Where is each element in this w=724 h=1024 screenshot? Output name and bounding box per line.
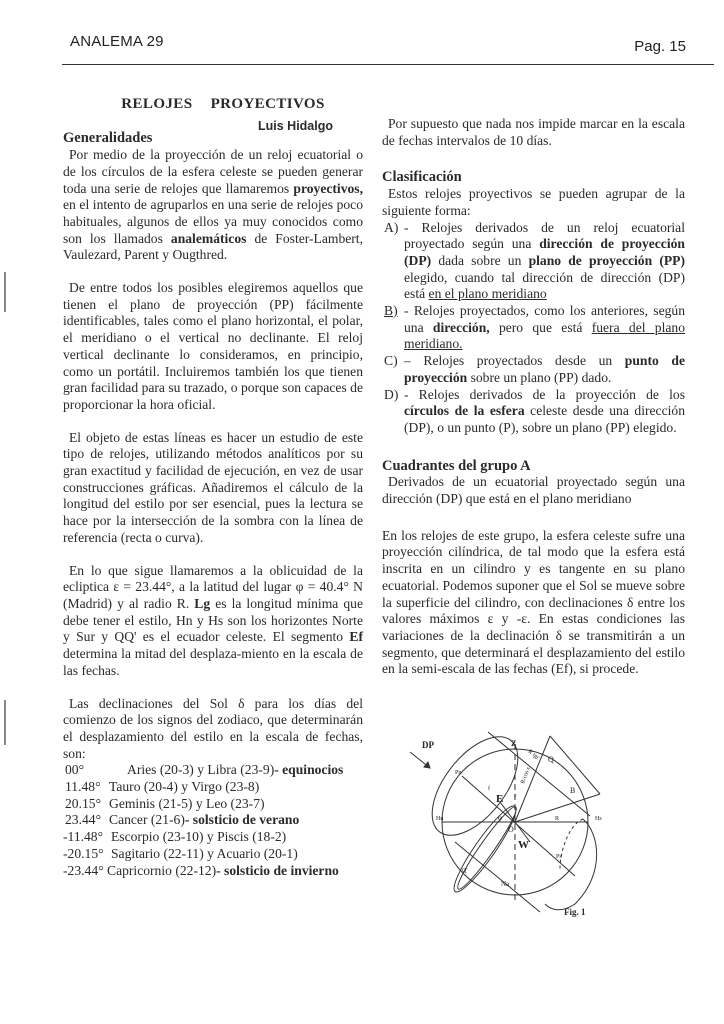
section-heading-clasificacion: Clasificación [382, 169, 462, 186]
declination-note: - equinocios [274, 762, 344, 778]
item-label: B) [384, 303, 398, 319]
bold-term: proyectivos, [293, 180, 363, 196]
declination-signs: Escorpio (23-10) y Piscis (18-2) [111, 829, 287, 845]
article-author: Luis Hidalgo [258, 118, 333, 133]
section-heading-grupo-a: Cuadrantes del grupo A [382, 457, 531, 474]
label-e: E [496, 793, 504, 805]
label-phi: φ [498, 814, 503, 822]
declination-value: -23.44° [63, 862, 104, 878]
declination-note: - solsticio de invierno [216, 862, 339, 878]
label-r-cos-eps: R/cos ε [520, 766, 532, 785]
margin-mark [4, 272, 6, 312]
text: - Relojes proyectados, como los anteriores, según una [404, 303, 685, 335]
cylinder-end-ellipse [545, 819, 597, 910]
item-label: A) [384, 219, 399, 235]
margin-mark [4, 700, 6, 745]
declination-note: - solsticio de verano [184, 812, 300, 828]
declination-row [63, 762, 363, 779]
figure-projection-diagram [400, 724, 630, 924]
label-eps: ε [514, 793, 517, 799]
classification-item-d [382, 387, 685, 437]
underlined-term: fuera del plano meridiano. [404, 319, 685, 352]
declination-signs: Cancer (21-6) [109, 812, 185, 828]
declination-row [63, 846, 363, 863]
declination-row [63, 863, 363, 880]
paragraph [63, 147, 363, 264]
paragraph [63, 563, 363, 680]
text: Por medio de la proyección de un reloj ecuatorial o de los círculos de la esfera celeste se pueden generar toda una serie de relojes que llamaremos [63, 147, 363, 196]
declination-value: 20.15° [65, 795, 102, 811]
bold-term: círculos de la esfera [404, 403, 525, 419]
label-na: Na [501, 880, 510, 888]
declination-signs: Tauro (20-4) y Virgo (23-8) [109, 779, 260, 795]
label-b: B [570, 786, 576, 795]
label-o: O [508, 825, 514, 834]
declination-row [63, 829, 363, 846]
declination-row [63, 779, 363, 796]
text: es la longitud mínima que debe tener el estilo, Hn y Hs son los horizontes Norte y Sur y QQ' es el ecuador celeste. El segmento [63, 595, 363, 645]
text: elegido, cuando tal dirección de dirección (DP) está [404, 269, 685, 302]
journal-title: ANALEMA 29 [70, 33, 164, 50]
item-label: C) [384, 353, 398, 369]
classification-item-b [382, 303, 685, 353]
underlined-term: en el plano meridiano [428, 286, 547, 302]
bold-term: Ef [349, 629, 363, 645]
declination-signs: Geminis (21-5) y Leo (23-7) [109, 795, 265, 811]
article-title: RELOJES PROYECTIVOS [121, 96, 325, 112]
text: dada sobre un [431, 252, 529, 268]
page-header [0, 0, 724, 70]
item-label: D) [384, 386, 399, 402]
declination-signs: Sagitario (22-11) y Acuario (20-1) [111, 845, 298, 861]
paragraph: Derivados de un ecuatorial proyectado según una dirección (DP) que está en el plano meridiano [382, 474, 685, 507]
bold-term: dirección, [432, 319, 490, 335]
bold-term: plano de proyección (PP) [528, 252, 685, 268]
text: pero que está [489, 319, 592, 335]
text: determina la mitad del desplaza-miento en la escala de las fechas. [63, 646, 363, 678]
label-r: R [555, 816, 560, 822]
label-ps: Ps [556, 854, 562, 860]
declination-value: -20.15° [63, 845, 104, 861]
page-number: Pag. 15 [634, 38, 686, 55]
paragraph: Por supuesto que nada nos impide marcar en la escala de fechas intervalos de 10 días. [382, 116, 685, 148]
text: celeste desde una dirección (DP), o un punto (P), sobre un plano (PP) elegido. [404, 403, 685, 435]
label-z: Z [511, 739, 517, 748]
label-dp: DP [422, 740, 434, 750]
text: - Relojes derivados de la proyección de los [404, 386, 685, 402]
declination-list [63, 762, 363, 879]
label-hs: Hs [595, 816, 602, 822]
declination-value: 00° [65, 762, 85, 778]
text: de Foster-Lambert, Vaulezard, Parent y Ougthred. [63, 230, 363, 263]
label-r-tg-eps: R tgε [526, 748, 541, 762]
text: - Relojes derivados de un reloj ecuatorial proyectado según una [404, 219, 685, 252]
label-q: Q [548, 755, 554, 764]
right-column [382, 116, 685, 678]
bold-term: analemáticos [170, 230, 247, 246]
bold-term: Lg [194, 595, 211, 611]
label-hn: Hn [436, 816, 444, 822]
section-heading-generalidades: Generalidades [63, 130, 153, 147]
text: – Relojes proyectados desde un [404, 353, 625, 369]
figure-caption: Fig. 1 [564, 907, 586, 917]
label-pn: Pn [455, 770, 462, 776]
declination-signs: Aries (20-3) y Libra (23-9) [127, 762, 275, 778]
paragraph: En los relojes de este grupo, la esfera celeste sufre una proyección cilíndrica, de tal modo que la esfera está inscrita en un cilindro y es tangente en su plano ecuatorial. Podemos suponer que el Sol se mueve sobre la superficie del cilindro, con declinaciones δ entre los valores máximos ε y -ε. En estas condiciones las variaciones de la declinación δ se transmitirán a un segmento, que determinará el desplazamiento del estilo en la semi-escala de las fechas (Ef), si procede. [382, 527, 685, 677]
label-f: f [488, 786, 490, 792]
bold-term: punto de proyección [404, 353, 685, 385]
bold-term: dirección de proyección (DP) [404, 236, 685, 268]
paragraph: El objeto de estas líneas es hacer un estudio de este tipo de relojes, utilizando métodos analíticos por su gran exactitud y facilidad de ejecución, en vez de usar construcciones gráficas. Añadiremos el cálculo de la longitud del estilo por ser esencial, pues la lectura se hace por la intersección de la sombra con la línea de referencia (recta o curva). [63, 429, 363, 545]
declination-signs: Capricornio (22-12) [107, 862, 217, 878]
classification-item-c [382, 353, 685, 386]
left-column [63, 96, 363, 879]
header-rule [62, 64, 714, 65]
declination-row [63, 812, 363, 829]
text: en el intento de agruparlos en una serie de relojes poco habituales, algunos de ellos ya muy conocidos como son los llamados [63, 197, 363, 246]
declination-value: -11.48° [63, 829, 104, 845]
declination-value: 23.44° [65, 812, 102, 828]
classification-item-a [382, 220, 685, 304]
declination-value: 11.48° [65, 779, 101, 795]
paragraph: De entre todos los posibles elegiremos aquellos que tienen el plano de proyección (PP) fácilmente identificables, tales como el plano horizontal, el polar, el meridiano o el vertical no declinante. El reloj vertical declinante lo consideramos, en principio, como un portátil. Incluiremos también los que tienen gran facilidad para su trazado, o porque son capaces de proporcionar la hora oficial. [63, 280, 363, 412]
text: sobre un plano (PP) dado. [467, 369, 612, 385]
label-q-prime: Q' [462, 868, 468, 874]
paragraph: Las declinaciones del Sol δ para los días del comienzo de los signos del zodiaco, que determinarán el desplazamiento del estilo en la escala de fechas, son: [63, 695, 363, 761]
paragraph: Estos relojes proyectivos se pueden agrupar de la siguiente forma: [382, 186, 685, 218]
text: En lo que sigue llamaremos a la oblicuidad de la ecliptica ε = 23.44°, a la latitud del lugar φ = 40.4° N (Madrid) y al radio R. [63, 562, 363, 611]
label-w: W [518, 839, 529, 851]
declination-row [63, 796, 363, 813]
